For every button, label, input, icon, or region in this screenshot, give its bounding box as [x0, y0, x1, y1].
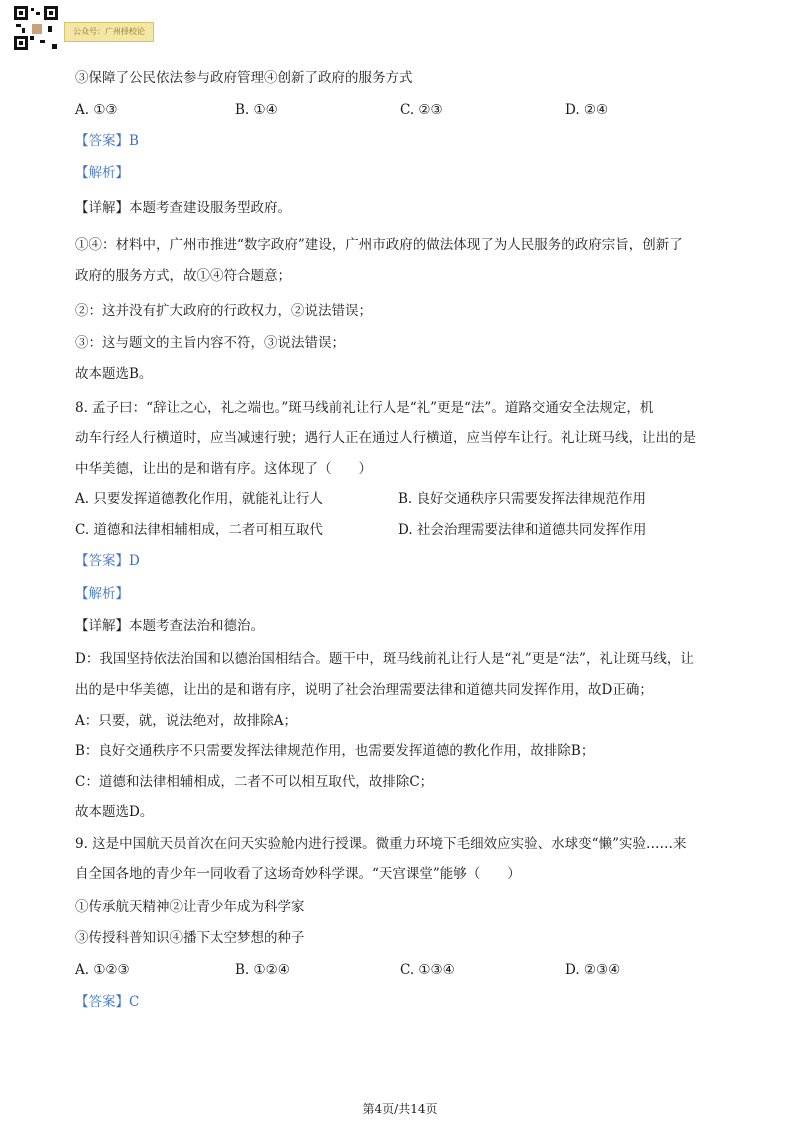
- q7-option-c: C. ②③: [400, 102, 443, 118]
- q8-analysis-line: C：道德和法律相辅相成，二者不可以相互取代，故排除C；: [75, 774, 434, 790]
- q7-answer: 【答案】B: [75, 133, 139, 149]
- q9-item-line: ③传授科普知识④播下太空梦想的种子: [75, 930, 305, 946]
- qr-code-icon: [14, 6, 58, 50]
- q8-detail: 【详解】本题考查法治和德治。: [75, 618, 264, 634]
- q8-analysis-line: A：只要，就，说法绝对，故排除A；: [75, 713, 297, 729]
- q7-analysis-line: ①④：材料中，广州市推进“数字政府”建设，广州市政府的做法体现了为人民服务的政府宗旨，创新了: [75, 237, 683, 253]
- q7-analysis-title: 【解析】: [75, 165, 129, 181]
- q9-option-c: C. ①③④: [400, 962, 455, 978]
- q9-option-a: A. ①②③: [75, 962, 130, 978]
- q9-stem-line: 9. 这是中国航天员首次在问天实验舱内进行授课。微重力环境下毛细效应实验、水球变“懒”实验……来: [75, 836, 687, 852]
- q9-stem-line: 自全国各地的青少年一同收看了这场奇妙科学课。“天宫课堂”能够（ ）: [75, 866, 521, 882]
- q8-analysis-title: 【解析】: [75, 586, 129, 602]
- q8-stem-line: 动车行经人行横道时，应当减速行驶；遇行人正在通过人行横道，应当停车让行。礼让斑马线，让出的是: [75, 430, 696, 446]
- q8-answer: 【答案】D: [75, 553, 140, 569]
- q7-conclusion: 故本题选B。: [75, 366, 153, 382]
- q7-option-a: A. ①③: [75, 102, 118, 118]
- q8-stem-line: 中华美德，让出的是和谐有序。这体现了（ ）: [75, 461, 372, 477]
- q7-stem-line: ③保障了公民依法参与政府管理④创新了政府的服务方式: [75, 70, 413, 86]
- q8-stem-line: 8. 孟子曰：“辞让之心，礼之端也。”斑马线前礼让行人是“礼”更是“法”。道路交通安全法规定，机: [75, 400, 654, 416]
- q8-option-b: B. 良好交通秩序只需要发挥法律规范作用: [398, 491, 647, 507]
- q7-analysis-line: ②：这并没有扩大政府的行政权力，②说法错误；: [75, 303, 372, 319]
- q8-option-a: A. 只要发挥道德教化作用，就能礼让行人: [75, 491, 323, 507]
- q8-option-c: C. 道德和法律相辅相成，二者可相互取代: [75, 522, 323, 538]
- q8-analysis-line: D：我国坚持依法治国和以德治国相结合。题干中，斑马线前礼让行人是“礼”更是“法”，礼让斑马线，让: [75, 651, 694, 667]
- q7-detail: 【详解】本题考查建设服务型政府。: [75, 200, 291, 216]
- q7-option-d: D. ②④: [565, 102, 609, 118]
- q7-analysis-line: 政府的服务方式，故①④符合题意；: [75, 268, 291, 284]
- q8-conclusion: 故本题选D。: [75, 804, 154, 820]
- q9-option-d: D. ②③④: [565, 962, 621, 978]
- q7-option-b: B. ①④: [235, 102, 278, 118]
- q9-option-b: B. ①②④: [235, 962, 290, 978]
- page-number: 第4页/共14页: [362, 1102, 438, 1116]
- q8-option-d: D. 社会治理需要法律和道德共同发挥作用: [398, 522, 647, 538]
- q7-analysis-line: ③：这与题文的主旨内容不符，③说法错误；: [75, 335, 345, 351]
- q9-item-line: ①传承航天精神②让青少年成为科学家: [75, 899, 305, 915]
- wechat-account-badge: 公众号：广州择校论: [64, 22, 154, 42]
- q8-analysis-line: 出的是中华美德，让出的是和谐有序，说明了社会治理需要法律和道德共同发挥作用，故D正确；: [75, 682, 653, 698]
- q8-analysis-line: B：良好交通秩序不只需要发挥法律规范作用，也需要发挥道德的教化作用，故排除B；: [75, 743, 595, 759]
- q9-answer: 【答案】C: [75, 994, 140, 1010]
